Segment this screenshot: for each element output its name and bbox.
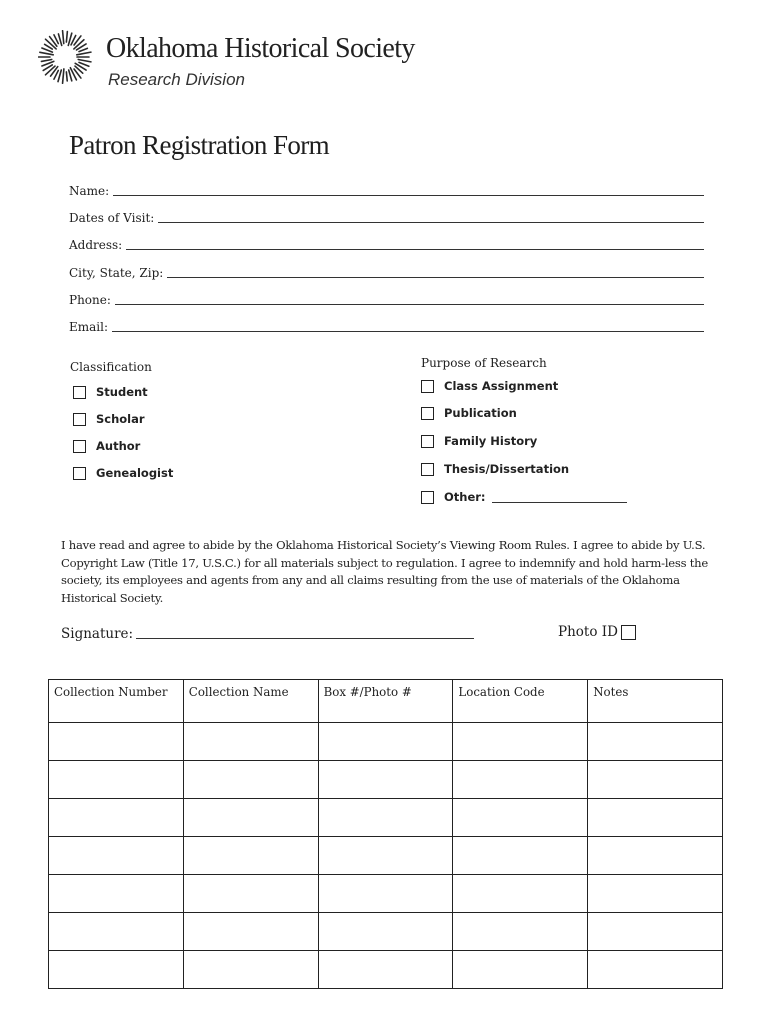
checkbox[interactable] <box>421 407 434 420</box>
photo-id-label: Photo ID <box>558 624 618 640</box>
table-cell[interactable] <box>453 799 588 837</box>
address-field[interactable] <box>69 232 704 252</box>
email-field[interactable] <box>69 314 704 334</box>
division-name: Research Division <box>108 70 245 89</box>
option-label: Class Assignment <box>444 379 559 393</box>
checkbox[interactable] <box>421 491 434 504</box>
option-label: Family History <box>444 434 538 448</box>
column-header: Location Code <box>453 680 588 723</box>
classification-option-student[interactable] <box>73 385 148 399</box>
table-cell[interactable] <box>588 951 723 989</box>
table-header-row <box>49 680 723 723</box>
table-cell[interactable] <box>183 723 318 761</box>
table-cell[interactable] <box>49 761 184 799</box>
name-input-line[interactable] <box>113 195 704 196</box>
checkbox[interactable] <box>73 413 86 426</box>
table-cell[interactable] <box>49 875 184 913</box>
purpose-option-other[interactable] <box>421 490 627 504</box>
other-input-line[interactable] <box>492 492 627 503</box>
collections-table <box>48 679 723 989</box>
table-cell[interactable] <box>49 951 184 989</box>
table-cell[interactable] <box>453 723 588 761</box>
address-input-line[interactable] <box>126 249 704 250</box>
form-title: Patron Registration Form <box>69 130 330 160</box>
table-cell[interactable] <box>588 761 723 799</box>
option-label: Other: <box>444 490 486 504</box>
table-cell[interactable] <box>453 875 588 913</box>
table-row <box>49 913 723 951</box>
table-row <box>49 951 723 989</box>
table-body <box>49 723 723 989</box>
table-cell[interactable] <box>49 913 184 951</box>
phone-field[interactable] <box>69 287 704 307</box>
table-cell[interactable] <box>318 799 453 837</box>
purpose-option-family-history[interactable] <box>421 434 537 448</box>
checkbox[interactable] <box>73 440 86 453</box>
name-field[interactable] <box>69 178 704 198</box>
table-cell[interactable] <box>49 837 184 875</box>
agreement-text: I have read and agree to abide by the Oklahoma Historical Society’s Viewing Room Rules. I agree to abide by U.S. Copyright Law (Title 17, U.S.C.) for all materials subject to regulation. I agree to indemnify and hold harm-less the society, its employees and agents from any and all claims resulting from the use of materials of the Oklahoma Historical Society. <box>61 538 708 605</box>
table-cell[interactable] <box>588 913 723 951</box>
table-cell[interactable] <box>453 913 588 951</box>
table-row <box>49 761 723 799</box>
purpose-option-publication[interactable] <box>421 406 517 420</box>
table-cell[interactable] <box>183 951 318 989</box>
table-cell[interactable] <box>453 837 588 875</box>
photo-id-checkbox[interactable] <box>621 625 636 640</box>
column-header: Box #/Photo # <box>318 680 453 723</box>
classification-title: Classification <box>70 360 152 374</box>
option-label: Thesis/Dissertation <box>444 462 570 476</box>
table-cell[interactable] <box>183 761 318 799</box>
column-header: Collection Name <box>183 680 318 723</box>
table-cell[interactable] <box>183 913 318 951</box>
column-header: Collection Number <box>49 680 184 723</box>
table-cell[interactable] <box>318 761 453 799</box>
checkbox[interactable] <box>73 467 86 480</box>
name-label: Name: <box>69 184 110 198</box>
table-cell[interactable] <box>588 875 723 913</box>
dates-of-visit-input-line[interactable] <box>158 222 704 223</box>
table-cell[interactable] <box>318 875 453 913</box>
city-state-zip-field[interactable] <box>69 260 704 280</box>
checkbox[interactable] <box>421 463 434 476</box>
option-label: Publication <box>444 406 517 420</box>
table-row <box>49 875 723 913</box>
phone-label: Phone: <box>69 293 111 307</box>
table-cell[interactable] <box>49 799 184 837</box>
phone-input-line[interactable] <box>115 304 704 305</box>
table-cell[interactable] <box>588 723 723 761</box>
address-label: Address: <box>69 238 123 252</box>
option-label: Scholar <box>96 412 145 426</box>
photo-id-field[interactable] <box>558 624 636 640</box>
dates-of-visit-label: Dates of Visit: <box>69 211 155 225</box>
sunburst-logo-icon <box>38 30 92 84</box>
option-label: Genealogist <box>96 466 174 480</box>
table-row <box>49 837 723 875</box>
table-cell[interactable] <box>453 761 588 799</box>
email-label: Email: <box>69 320 109 334</box>
signature-field[interactable] <box>61 626 474 642</box>
classification-option-author[interactable] <box>73 439 140 453</box>
signature-input-line[interactable] <box>136 638 474 639</box>
purpose-title: Purpose of Research <box>421 356 547 370</box>
column-header: Notes <box>588 680 723 723</box>
signature-label: Signature: <box>61 626 134 642</box>
table-cell[interactable] <box>318 951 453 989</box>
table-cell[interactable] <box>588 837 723 875</box>
email-input-line[interactable] <box>112 331 704 332</box>
checkbox[interactable] <box>421 435 434 448</box>
checkbox[interactable] <box>421 380 434 393</box>
option-label: Student <box>96 385 148 399</box>
city-state-zip-input-line[interactable] <box>167 277 704 278</box>
option-label: Author <box>96 439 141 453</box>
table-cell[interactable] <box>183 799 318 837</box>
table-cell[interactable] <box>183 837 318 875</box>
table-cell[interactable] <box>453 951 588 989</box>
city-state-zip-label: City, State, Zip: <box>69 266 164 280</box>
table-cell[interactable] <box>588 799 723 837</box>
table-cell[interactable] <box>183 875 318 913</box>
table-cell[interactable] <box>318 723 453 761</box>
purpose-option-thesis-dissertation[interactable] <box>421 462 569 476</box>
organization-name: Oklahoma Historical Society <box>106 33 415 64</box>
table-cell[interactable] <box>318 837 453 875</box>
table-cell[interactable] <box>318 913 453 951</box>
table-row <box>49 723 723 761</box>
table-row <box>49 799 723 837</box>
checkbox[interactable] <box>73 386 86 399</box>
dates-of-visit-field[interactable] <box>69 205 704 225</box>
table-cell[interactable] <box>49 723 184 761</box>
classification-option-scholar[interactable] <box>73 412 145 426</box>
purpose-option-class-assignment[interactable] <box>421 379 558 393</box>
classification-option-genealogist[interactable] <box>73 466 173 480</box>
